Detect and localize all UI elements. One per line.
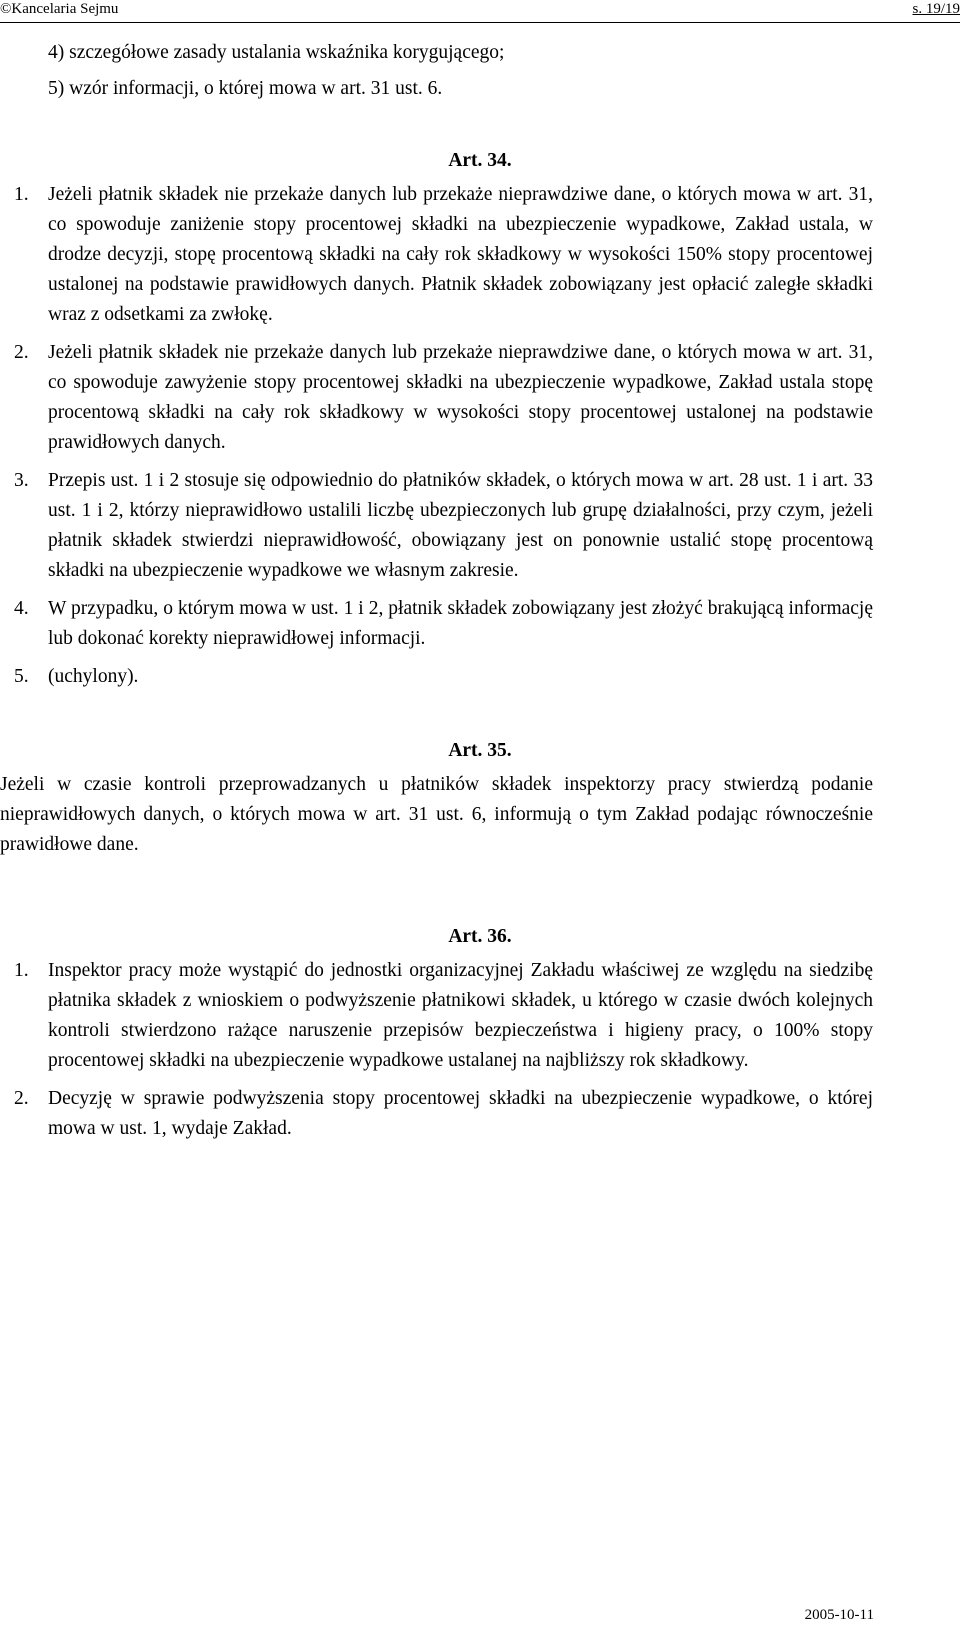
art34-paragraph-2 <box>0 338 960 458</box>
art34-paragraph-3 <box>0 466 960 586</box>
footer-date: 2005-10-11 <box>804 1607 874 1623</box>
article-35-heading: Art. 35. <box>448 740 512 761</box>
list-item <box>0 38 960 68</box>
art34-paragraph-1 <box>0 180 960 330</box>
paragraph-number: 2. <box>14 342 29 363</box>
paragraph-number: 2. <box>14 1088 29 1109</box>
paragraph-text: Decyzję w sprawie podwyższenia stopy procentowej składki na ubezpieczenie wypadkowe, o której mowa w ust. 1, wydaje Zakład. <box>48 1088 873 1139</box>
art35-text: Jeżeli w czasie kontroli przeprowadzanych u płatników składek inspektorzy pracy stwierdzą podanie nieprawidłowych danych, o których mowa w art. 31 ust. 6, informują o tym Zakład podając równocześnie prawidłowe dane. <box>0 774 873 855</box>
paragraph-text: Przepis ust. 1 i 2 stosuje się odpowiednio do płatników składek, o których mowa w art. 28 ust. 1 i art. 33 ust. 1 i 2, którzy nieprawidłowo ustalili liczbę ubezpieczonych lub grupę działalności, przy czym, jeżeli płatnik składek stwierdzi nieprawidłowość, obowiązany jest on ponownie ustalić stopę procentową składki na ubezpieczenie wypadkowe we własnym zakresie. <box>48 470 873 581</box>
page-number-link[interactable] <box>912 1 960 18</box>
paragraph-number: 1. <box>14 184 29 205</box>
list-item-4: 4) szczegółowe zasady ustalania wskaźnika korygującego; <box>48 42 505 63</box>
page-number[interactable]: s. 19/19 <box>912 1 960 17</box>
paragraph-text: W przypadku, o którym mowa w ust. 1 i 2, płatnik składek zobowiązany jest złożyć brakującą informację lub dokonać korekty nieprawidłowej informacji. <box>48 598 873 649</box>
list-item-5: 5) wzór informacji, o której mowa w art. 31 ust. 6. <box>48 78 443 99</box>
paragraph-number: 5. <box>14 666 29 687</box>
art34-paragraph-4 <box>0 594 960 654</box>
article-34-heading: Art. 34. <box>448 150 512 171</box>
document-body <box>0 38 960 1152</box>
art36-paragraph-1 <box>0 956 960 1076</box>
list-item <box>0 74 960 104</box>
paragraph-number: 1. <box>14 960 29 981</box>
art36-paragraph-2 <box>0 1084 960 1144</box>
art34-paragraph-5 <box>0 662 960 692</box>
paragraph-text: (uchylony). <box>48 666 139 687</box>
paragraph-text: Jeżeli płatnik składek nie przekaże danych lub przekaże nieprawdziwe dane, o których mowa w art. 31, co spowoduje zawyżenie stopy procentowej składki na ubezpieczenie wypadkowe, Zakład ustala stopę procentową składki na cały rok składkowy w wysokości stopy procentowej ustalonej na podstawie prawidłowych danych. <box>48 342 873 453</box>
paragraph-number: 3. <box>14 470 29 491</box>
paragraph-text: Inspektor pracy może wystąpić do jednostki organizacyjnej Zakładu właściwej ze względu na siedzibę płatnika składek z wnioskiem o podwyższenie płatnikowi składek, u którego w czasie dwóch kolejnych kontroli stwierdzono rażące naruszenie przepisów bezpieczeństwa i higieny pracy, o 100% stopy procentowej składki na ubezpieczenie wypadkowe ustalanej na najbliższy rok składkowy. <box>48 960 873 1071</box>
page-header <box>0 0 960 23</box>
publisher-label: ©Kancelaria Sejmu <box>0 1 119 17</box>
article-36-heading: Art. 36. <box>448 926 512 947</box>
paragraph-number: 4. <box>14 598 29 619</box>
paragraph-text: Jeżeli płatnik składek nie przekaże danych lub przekaże nieprawdziwe dane, o których mowa w art. 31, co spowoduje zaniżenie stopy procentowej składki na ubezpieczenie wypadkowe, Zakład ustala, w drodze decyzji, stopę procentową składki na cały rok składkowy w wysokości 150% stopy procentowej ustalonej na podstawie prawidłowych danych. Płatnik składek zobowiązany jest opłacić zaległe składki wraz z odsetkami za zwłokę. <box>48 184 873 325</box>
